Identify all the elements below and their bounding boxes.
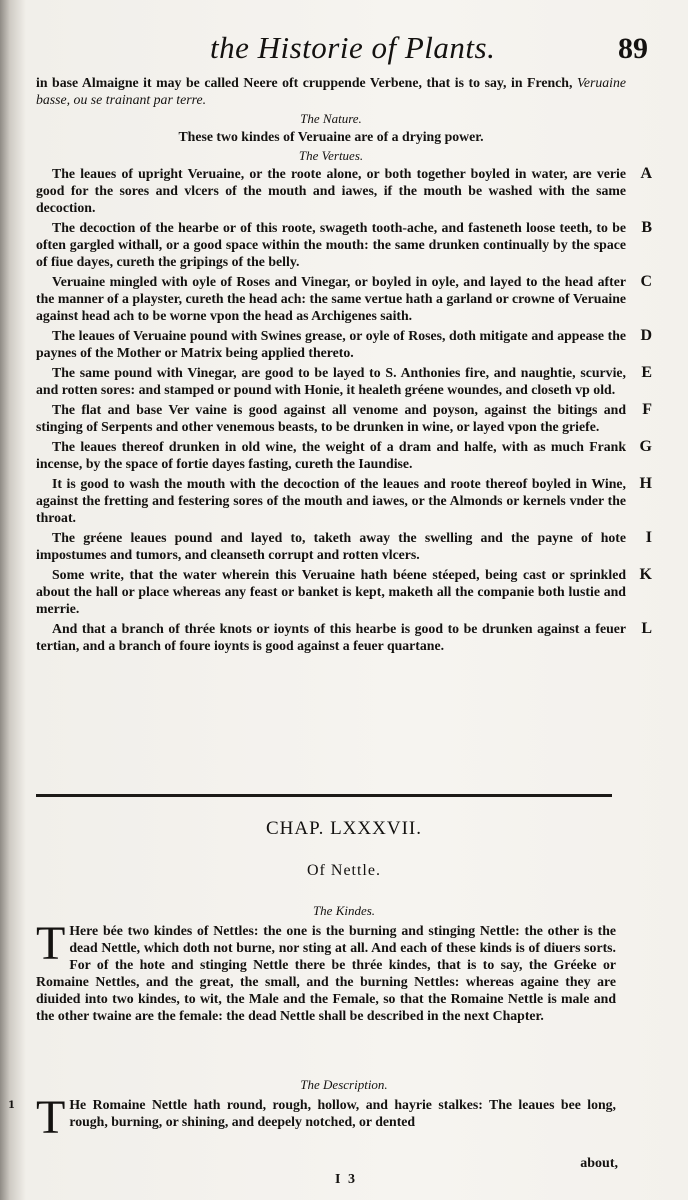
margin-letter: A — [640, 165, 652, 182]
margin-letter: K — [639, 566, 652, 583]
margin-letter: B — [641, 219, 652, 236]
vertue-b — [36, 219, 652, 270]
signature-mark: I 3 — [335, 1172, 357, 1187]
vertue-h — [36, 475, 652, 526]
running-title: the Historie of Plants. — [210, 30, 496, 65]
vertue-text: The decoction of the hearbe or of this roote, swageth tooth-ache, and fasteneth loose teeth, to be often gargled withall, or a good space within the mouth: the same drunken continually by the space of fiue dayes, cureth the gripings of the belly. — [36, 220, 626, 269]
vertue-text: Some write, that the water wherein this Veruaine hath béene stéeped, being cast or sprinkled about the hall or place whereas any feast or banket is kept, maketh all the companie both lustie and merrie. — [36, 567, 626, 616]
kindes-text: Here bée two kindes of Nettles: the one is the burning and stinging Nettle: the other is the dead Nettle, which doth not burne, nor sting at all. And each of these kinds is of diuers sorts. For of the hote and stinging Nettle there be thrée kindes, that is to say, the Gréeke or Romaine Nettles, and the great, the small, and the burning Nettles: whereas againe they are diuided into two kindes, to wit, the Male and the Female, so that the Romaine Nettle is male and the other twaine are the female: the dead Nettle shall be described in the next Chapter. — [36, 923, 616, 1023]
margin-letter: L — [641, 620, 652, 637]
chapter-subtitle: Of Nettle. — [307, 862, 381, 879]
verbena-section — [36, 74, 652, 657]
page-number: 89 — [618, 32, 648, 65]
vertue-text: The same pound with Vinegar, are good to be layed to S. Anthonies fire, and naughtie, scurvie, and rotten sores: and stamped or pound with Honie, it healeth gréene woundes, and closeth vp old. — [36, 365, 626, 397]
chapter-title: CHAP. LXXXVII. — [266, 818, 422, 839]
vertue-text: The leaues thereof drunken in old wine, the weight of a dram and halfe, with as much Frank incense, by the space of fortie dayes fasting, cureth the Iaundise. — [36, 439, 626, 471]
nature-text: These two kindes of Veruaine are of a drying power. — [178, 129, 484, 144]
margin-letter: H — [639, 475, 652, 492]
vertue-a — [36, 165, 652, 216]
vertue-d — [36, 327, 652, 361]
vertue-k — [36, 566, 652, 617]
vertue-f — [36, 401, 652, 435]
margin-letter: F — [642, 401, 652, 418]
vertues-heading: The Vertues. — [298, 148, 364, 163]
margin-letter: I — [645, 529, 652, 546]
description-heading: The Description. — [300, 1077, 388, 1092]
nature-heading: The Nature. — [300, 111, 362, 126]
vertue-text: The flat and base Ver vaine is good against all venome and poyson, against the bitings and stinging of Serpents and other venemous beasts, to be drunken in wine, or layed vpon the griefe. — [36, 402, 626, 434]
description-marker: 1 — [8, 1100, 15, 1111]
vertue-text: Veruaine mingled with oyle of Roses and Vinegar, or boyled in oyle, and layed to the head after the manner of a playster, cureth the head ach: the same vertue hath a garland or crowne of Veruaine against head ach to be worne vpon the head as Archigenes saith. — [36, 274, 626, 323]
kindes-paragraph — [36, 917, 616, 1024]
intro-french: Veruaine basse, ou se trainant par terre. — [36, 75, 626, 107]
vertue-i — [36, 529, 652, 563]
vertue-text: The gréene leaues pound and layed to, taketh away the swelling and the payne of hote impostumes and tumors, and cleanseth corrupt and rotten vlcers. — [36, 530, 626, 562]
vertue-c — [36, 273, 652, 324]
vertue-text: The leaues of upright Veruaine, or the roote alone, or both together boyled in water, are verie good for the sores and vlcers of the mouth and iawes, if the mouth be washed with the same decoction. — [36, 166, 626, 215]
drop-cap: T — [36, 917, 66, 970]
catchword: about, — [580, 1156, 618, 1171]
kindes-heading: The Kindes. — [312, 903, 376, 918]
vertue-g — [36, 438, 652, 472]
kindes-section — [36, 917, 616, 1027]
section-divider — [36, 794, 612, 797]
description-section — [8, 1091, 616, 1144]
margin-letter: G — [639, 438, 652, 455]
vertue-l — [36, 620, 652, 654]
description-paragraph — [36, 1091, 616, 1144]
margin-letter: E — [641, 364, 652, 381]
vertue-text: It is good to wash the mouth with the decoction of the leaues and roote thereof boyled in Wine, against the fretting and festering sores of the mouth and iawes, or the Almonds or kernels vnder the throat. — [36, 476, 626, 525]
margin-letter: C — [640, 273, 652, 290]
page-header — [0, 30, 688, 70]
intro-paragraph — [36, 74, 626, 108]
intro-text: in base Almaigne it may be called Neere oft cruppende Verbene, that is to say, in French, — [36, 75, 573, 90]
drop-cap: T — [36, 1091, 66, 1144]
vertue-e — [36, 364, 652, 398]
description-text: He Romaine Nettle hath round, rough, hollow, and hayrie stalkes: The leaues bee long, rough, burning, or shining, and deepely notched, or dented — [69, 1097, 616, 1129]
vertue-text: The leaues of Veruaine pound with Swines grease, or oyle of Roses, doth mitigate and appease the paynes of the Mother or Matrix being applied thereto. — [36, 328, 626, 360]
vertue-text: And that a branch of thrée knots or ioynts of this hearbe is good to be drunken against a feuer tertian, and a branch of foure ioynts is good against a feuer quartane. — [36, 621, 626, 653]
margin-letter: D — [640, 327, 652, 344]
